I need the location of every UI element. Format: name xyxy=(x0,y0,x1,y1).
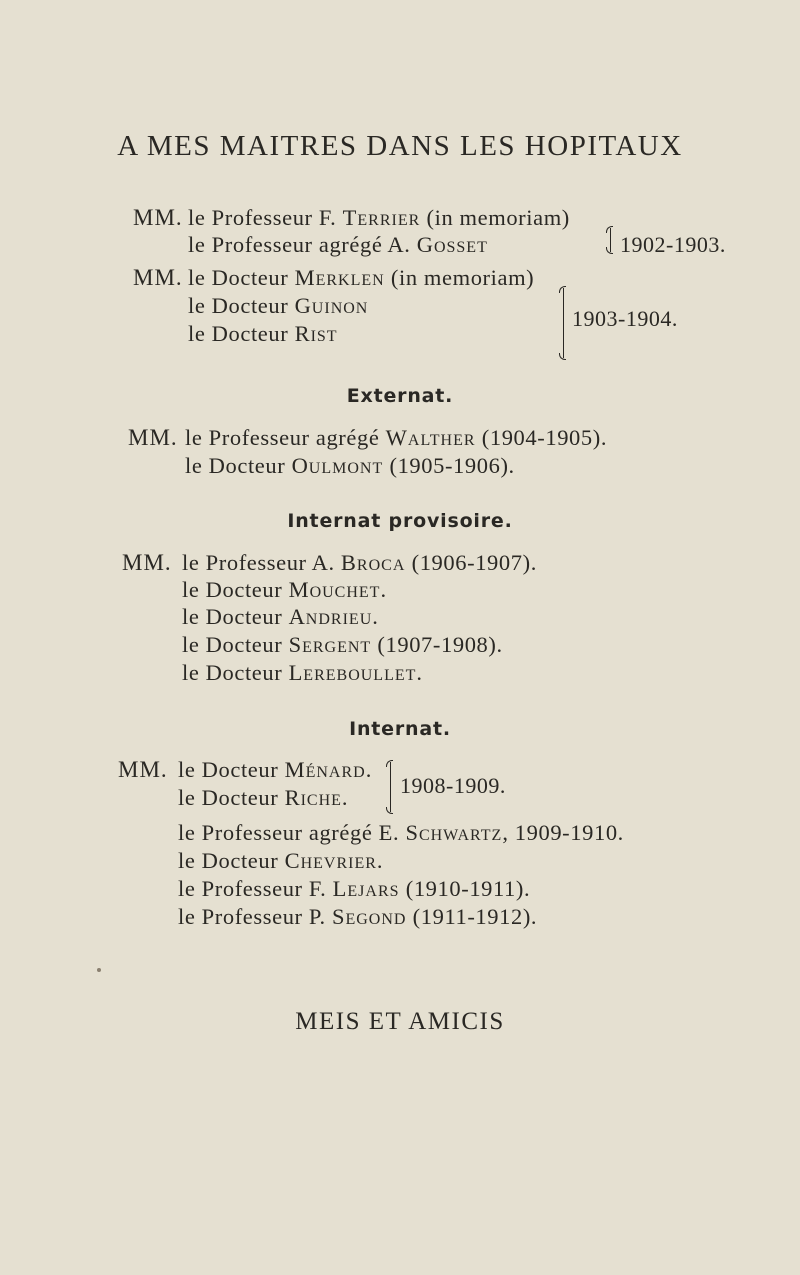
entry-rist: le Docteur Rist xyxy=(188,321,338,346)
section-heading-internat-provisoire: Internat provisoire. xyxy=(287,510,513,532)
date-range: 1908-1909. xyxy=(400,773,506,798)
mm-label: MM. xyxy=(118,757,168,782)
entry-mouchet: le Docteur Mouchet. xyxy=(182,577,387,602)
entry-schwartz: le Professeur agrégé E. Schwartz, 1909-1910. xyxy=(178,820,624,845)
mm-label: MM. xyxy=(122,550,172,575)
entry-sergent: le Docteur Sergent (1907-1908). xyxy=(182,632,503,657)
entry-riche: le Docteur Riche. xyxy=(178,785,349,810)
entry-oulmont: le Docteur Oulmont (1905-1906). xyxy=(185,453,515,478)
mm-label: MM. xyxy=(128,425,178,450)
ink-speck xyxy=(97,968,101,972)
entry-terrier: le Professeur F. Terrier (in memoriam) xyxy=(188,205,570,230)
entry-guinon: le Docteur Guinon xyxy=(188,293,369,318)
entry-segond: le Professeur P. Segond (1911-1912). xyxy=(178,904,538,929)
entry-merklen: le Docteur Merklen (in memoriam) xyxy=(188,265,535,290)
section-heading-externat: Externat. xyxy=(346,385,454,407)
entry-chevrier: le Docteur Chevrier. xyxy=(178,848,384,873)
section-heading-internat: Internat. xyxy=(349,718,451,740)
entry-walther: le Professeur agrégé Walther (1904-1905). xyxy=(185,425,608,450)
mm-label: MM. xyxy=(133,265,183,290)
mm-label: MM. xyxy=(133,205,183,230)
entry-lejars: le Professeur F. Lejars (1910-1911). xyxy=(178,876,531,901)
entry-lereboullet: le Docteur Lereboullet. xyxy=(182,660,423,685)
entry-gosset: le Professeur agrégé A. Gosset xyxy=(188,232,488,257)
date-range: 1902-1903. xyxy=(620,232,726,257)
page-title: A MES MAITRES DANS LES HOPITAUX xyxy=(117,130,683,162)
date-range: 1903-1904. xyxy=(572,306,678,331)
brace xyxy=(610,228,611,252)
entry-menard: le Docteur Ménard. xyxy=(178,757,372,782)
brace xyxy=(563,288,564,358)
entry-broca: le Professeur A. Broca (1906-1907). xyxy=(182,550,537,575)
brace xyxy=(390,762,391,812)
entry-andrieu: le Docteur Andrieu. xyxy=(182,604,379,629)
dedication-text: MEIS ET AMICIS xyxy=(295,1008,505,1035)
